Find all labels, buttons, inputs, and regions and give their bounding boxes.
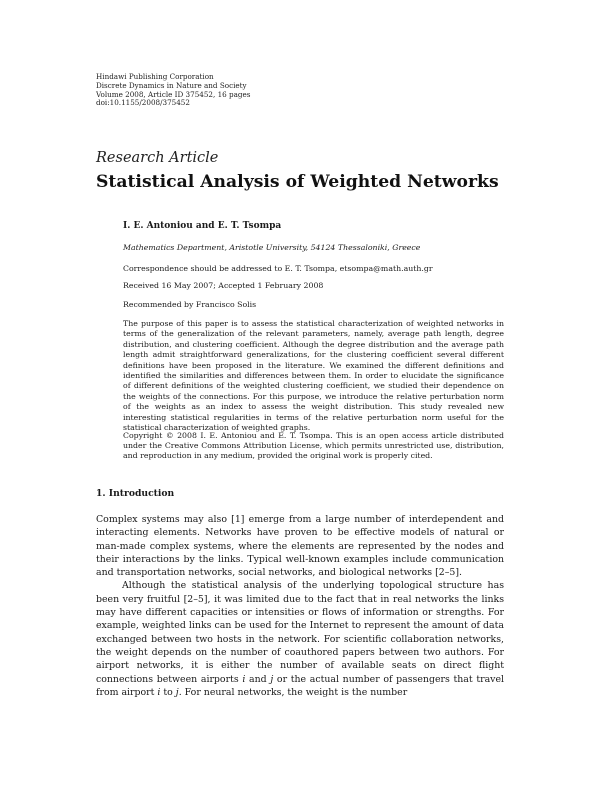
math-variable: i — [242, 673, 246, 685]
article-title: Statistical Analysis of Weighted Networks — [96, 172, 499, 192]
publication-header — [96, 73, 250, 108]
section-heading: 1. Introduction — [96, 488, 175, 499]
math-variable: j — [175, 686, 179, 698]
recommended-by: Recommended by Francisco Solis — [123, 300, 257, 309]
abstract: The purpose of this paper is to assess the statistical characterization of weighted networks in terms of the generalization of the relevant parameters, namely, average path length, degree distribution, and clustering coefficient. Although the degree distribution and the average path length admit straightforward generalizations, for the clustering coefficient several different definitions have been proposed in the literature. We examined the different definitions and identified the similarities and differences between them. In order to elucidate the significance of different definitions of the weighted clustering coefficient, we studied their dependence on the weights of the connections. For this purpose, we introduce the relative perturbation norm of the weights as an index to assess the weight distribution. This study revealed new interesting statistical regularities in terms of the relative perturbation norm useful for the statistical characterization of weighted graphs. — [123, 319, 504, 433]
copyright-notice: Copyright © 2008 I. E. Antoniou and E. T. Tsompa. This is an open access article distributed under the Creative Commons Attribution License, which permits unrestricted use, distribution, and reproduction in any medium, provided the original work is properly cited. — [123, 431, 504, 461]
journal-name: Discrete Dynamics in Nature and Society — [96, 80, 247, 90]
article-type: Research Article — [96, 150, 219, 166]
paragraph: Although the statistical analysis of the underlying topological structure has been very fruitful [2–5], it was limited due to the fact that in real networks the links may have different capacities or intensities or flows of information or strengths. For example, weighted links can be used for the Internet to represent the amount of data exchanged between two hosts in the network. For scientific collaboration networks, the weight depends on the number of coauthored papers between two authors. For airport networks, it is either the number of available seats on direct flight connections between airports i and j or the actual number of passengers that travel from airport i to j. For neural networks, the weight is the number — [96, 580, 505, 698]
math-variable: j — [270, 673, 274, 685]
publisher-name: Hindawi Publishing Corporation — [96, 72, 214, 81]
correspondence: Correspondence should be addressed to E. T. Tsompa, etsompa@math.auth.gr — [123, 264, 433, 273]
doi-link[interactable]: doi:10.1155/2008/375452 — [96, 98, 190, 108]
math-variable: i — [157, 686, 161, 698]
volume-info: Volume 2008, Article ID 375452, 16 pages — [96, 89, 251, 99]
affiliation: Mathematics Department, Aristotle University, 54124 Thessaloniki, Greece — [123, 243, 421, 252]
received-accepted-dates: Received 16 May 2007; Accepted 1 February 2008 — [123, 281, 324, 290]
authors: I. E. Antoniou and E. T. Tsompa — [123, 221, 282, 231]
section-body — [96, 513, 504, 699]
paragraph: Complex systems may also [1] emerge from a large number of interdependent and interacting elements. Networks have proven to be effective models of natural or man-made complex systems, where the elements are represented by the nodes and their interactions by the links. Typical well-known examples include communication and transportation networks, social networks, and biological networks [2–5]. — [96, 514, 504, 579]
